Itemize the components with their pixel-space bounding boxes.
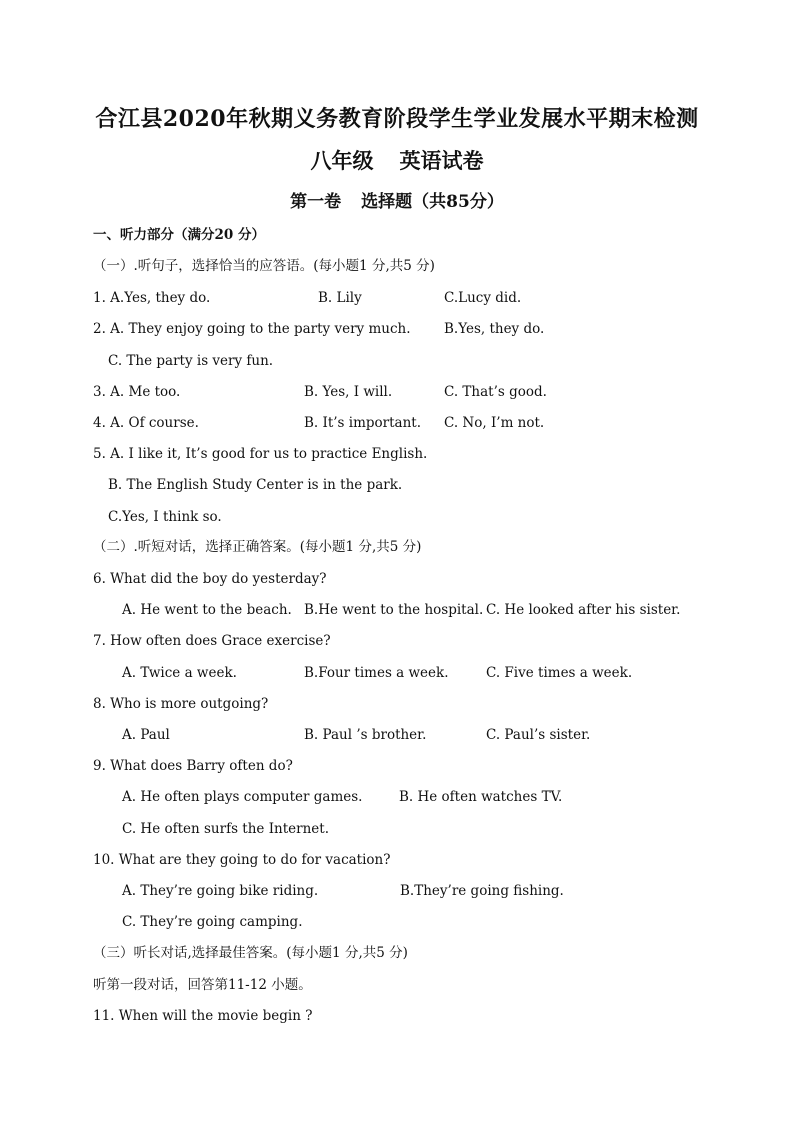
q6-stem: 6. What did the boy do yesterday? <box>93 571 327 587</box>
grade-label: 八年级 <box>310 148 374 173</box>
q3-option-c: C. That’s good. <box>444 384 547 400</box>
q4-option-b: B. It’s important. <box>304 415 421 431</box>
q5-option-c: C.Yes, I think so. <box>108 509 222 525</box>
part-heading <box>0 187 794 212</box>
q7-option-c: C. Five times a week. <box>486 665 633 681</box>
q1-option-c: C.Lucy did. <box>444 290 522 306</box>
q7-stem: 7. How often does Grace exercise? <box>93 633 331 649</box>
q9-stem: 9. What does Barry often do? <box>93 758 293 774</box>
section3-instruction: （三）听长对话,选择最佳答案。(每小题1 分,共5 分) <box>93 945 408 961</box>
q5-option-a: 5. A. I like it, It’s good for us to practice English. <box>93 446 428 462</box>
q9-option-a: A. He often plays computer games. <box>122 789 363 805</box>
q11-stem: 11. When will the movie begin ? <box>93 1008 313 1024</box>
q8-option-a: A. Paul <box>122 727 170 743</box>
q2-option-b: B.Yes, they do. <box>444 321 545 337</box>
part-type: 选择题（共85分） <box>361 192 504 212</box>
q1-option-a: 1. A.Yes, they do. <box>93 290 211 306</box>
q6-option-b: B.He went to the hospital. <box>304 602 484 618</box>
subject-label: 英语试卷 <box>399 148 484 173</box>
q4-option-c: C. No, I’m not. <box>444 415 545 431</box>
q7-option-b: B.Four times a week. <box>304 665 449 681</box>
q10-option-c: C. They’re going camping. <box>122 914 303 930</box>
q8-option-c: C. Paul’s sister. <box>486 727 591 743</box>
q10-option-a: A. They’re going bike riding. <box>122 883 319 899</box>
listening-heading: 一、听力部分（满分20 分） <box>93 227 265 243</box>
exam-title: 合江县2020年秋期义务教育阶段学生学业发展水平期末检测 <box>95 106 699 132</box>
q3-option-b: B. Yes, I will. <box>304 384 393 400</box>
q4-option-a: 4. A. Of course. <box>93 415 199 431</box>
q2-option-c: C. The party is very fun. <box>108 353 274 369</box>
q9-option-c: C. He often surfs the Internet. <box>122 821 329 837</box>
q6-option-a: A. He went to the beach. <box>122 602 292 618</box>
q2-option-a: 2. A. They enjoy going to the party very much. <box>93 321 411 337</box>
section1-instruction: （一）.听句子，选择恰当的应答语。(每小题1 分,共5 分) <box>93 258 435 274</box>
part-name: 第一卷 <box>290 192 342 212</box>
q3-option-a: 3. A. Me too. <box>93 384 181 400</box>
q10-stem: 10. What are they going to do for vacation? <box>93 852 391 868</box>
section2-instruction: （二）.听短对话，选择正确答案。(每小题1 分,共5 分) <box>93 539 422 555</box>
q8-stem: 8. Who is more outgoing? <box>93 696 269 712</box>
q8-option-b: B. Paul ’s brother. <box>304 727 427 743</box>
q9-option-b: B. He often watches TV. <box>399 789 563 805</box>
section3-note: 听第一段对话，回答第11-12 小题。 <box>93 977 312 993</box>
q10-option-b: B.They’re going fishing. <box>400 883 564 899</box>
q1-option-b: B. Lily <box>318 290 362 306</box>
q6-option-c: C. He looked after his sister. <box>486 602 681 618</box>
exam-subtitle <box>0 145 794 175</box>
q7-option-a: A. Twice a week. <box>122 665 237 681</box>
q5-option-b: B. The English Study Center is in the park. <box>108 477 403 493</box>
